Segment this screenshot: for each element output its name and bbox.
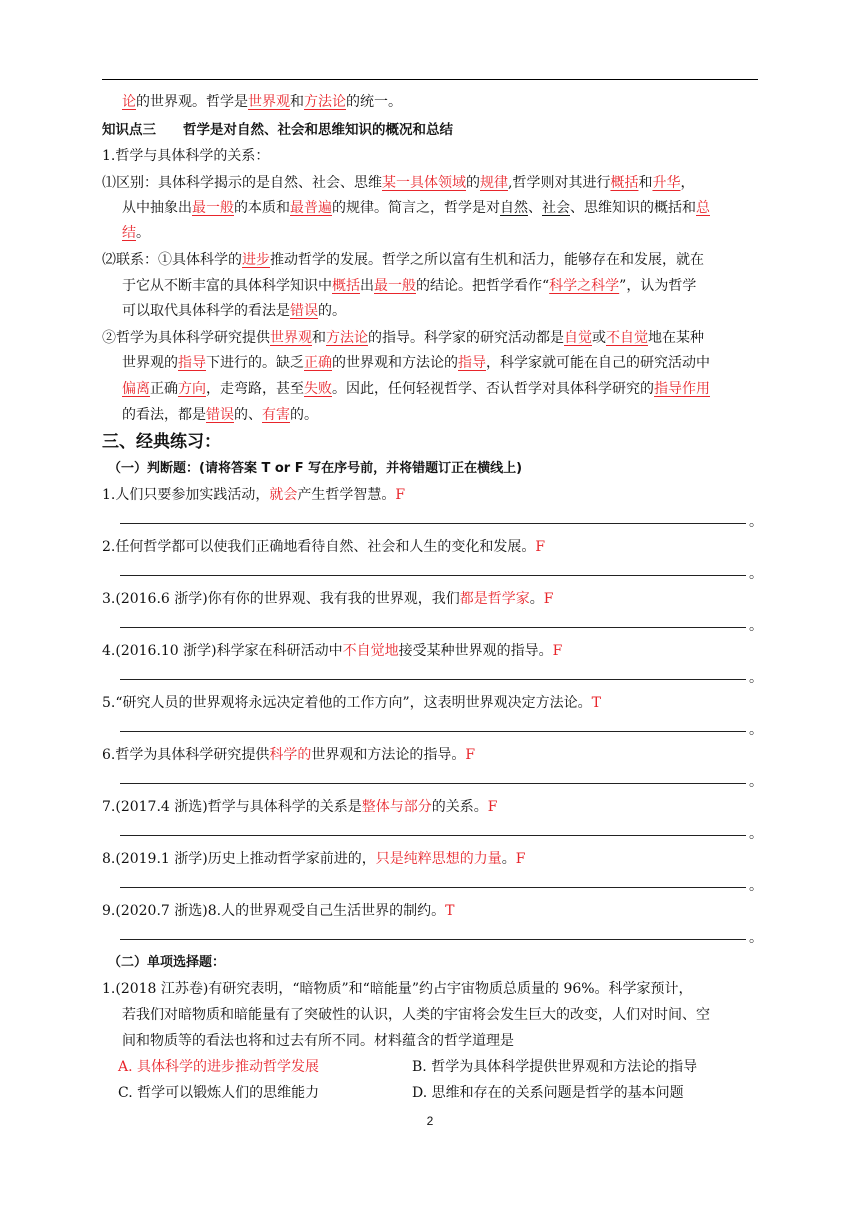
line-end-period: 。 (749, 826, 763, 842)
guidance-line-1: ②哲学为具体科学研究提供世界观和方法论的指导。科学家的研究活动都是自觉或不自觉地在某种 (102, 330, 704, 346)
judge-text: 不自觉地 (342, 643, 399, 659)
relation-title: 1.哲学与具体科学的关系： (102, 148, 270, 164)
exercises-heading: 三、经典练习： (102, 432, 221, 452)
judge-item (102, 589, 762, 609)
judge-item (102, 745, 762, 765)
judge-item (102, 485, 762, 505)
correction-line[interactable] (120, 679, 746, 680)
answer-term: 世界观 (248, 94, 290, 110)
correction-line[interactable] (120, 887, 746, 888)
judge-item (102, 901, 762, 921)
judge-text: 。 (501, 851, 516, 867)
option-c: C. 哲学可以锻炼人们的思维能力 (118, 1085, 320, 1101)
judge-item (102, 797, 762, 817)
correction-line[interactable] (120, 523, 746, 524)
correction-line[interactable] (120, 835, 746, 836)
judge-answer: T (445, 903, 455, 919)
judge-answer: F (543, 591, 554, 607)
guidance-line-2: 世界观的指导下进行的。缺乏正确的世界观和方法论的指导，科学家就可能在自己的研究活动中 (122, 355, 710, 371)
difference-line-1: ⑴区别：具体科学揭示的是自然、社会、思维某一具体领域的规律,哲学则对其进行概括和升华， (102, 175, 695, 191)
line-end-period: 。 (749, 514, 763, 530)
correction-line[interactable] (120, 783, 746, 784)
judge-text: 都是哲学家 (459, 591, 530, 607)
header-rule (102, 79, 758, 80)
judge-answer: F (552, 643, 563, 659)
connection-line-2: 于它从不断丰富的具体科学知识中概括出最一般的结论。把哲学看作“科学之科学”，认为哲学 (122, 278, 697, 294)
option-d: D. 思维和存在的关系问题是哲学的基本问题 (412, 1085, 684, 1101)
judge-text: 的关系。 (431, 799, 488, 815)
text: 的统一。 (346, 94, 402, 110)
judge-text: 就会 (269, 487, 298, 503)
judge-text: 8.(2019.1 浙学)历史上推动哲学家前进的， (102, 851, 376, 867)
page-number: 2 (426, 1114, 434, 1128)
judge-text: 5.“研究人员的世界观将永远决定着他的工作方向”，这表明世界观决定方法论。 (102, 695, 592, 711)
judge-answer: T (591, 695, 602, 711)
choice-stem-line-2: 若我们对暗物质和暗能量有了突破性的认识，人类的宇宙将会发生巨大的改变，人们对时间、空 (122, 1007, 710, 1023)
line-end-period: 。 (749, 930, 763, 946)
judge-text: 整体与部分 (361, 799, 432, 815)
judge-text: 9.(2020.7 浙选)8.人的世界观受自己生活世界的制约。 (102, 903, 446, 919)
judge-text: 1.人们只要参加实践活动， (102, 487, 270, 503)
difference-line-2: 从中抽象出最一般的本质和最普遍的规律。简言之，哲学是对自然、社会、思维知识的概括和总 (122, 200, 710, 216)
judge-answer: F (487, 799, 498, 815)
line-end-period: 。 (749, 670, 763, 686)
choice-heading: （二）单项选择题： (108, 955, 226, 970)
judge-text: 2.任何哲学都可以使我们正确地看待自然、社会和人生的变化和发展。 (102, 539, 536, 555)
line-end-period: 。 (749, 566, 763, 582)
intro-line (122, 92, 782, 112)
line-end-period: 。 (749, 618, 763, 634)
judge-answer: F (465, 747, 476, 763)
correction-line[interactable] (120, 731, 746, 732)
line-end-period: 。 (749, 774, 763, 790)
text: 和 (290, 94, 304, 110)
correction-line[interactable] (120, 939, 746, 940)
correction-line[interactable] (120, 575, 746, 576)
judge-text: 7.(2017.4 浙选)哲学与具体科学的关系是 (102, 799, 362, 815)
answer-term: 方法论 (304, 94, 346, 110)
judge-heading: （一）判断题：(请将答案 T or F 写在序号前，并将错题订正在横线上) (108, 461, 523, 476)
judge-answer: F (395, 487, 406, 503)
judge-text: 科学的 (269, 747, 312, 763)
judge-text: 世界观和方法论的指导。 (311, 747, 466, 763)
judge-text: 接受某种世界观的指导。 (398, 643, 553, 659)
line-end-period: 。 (749, 878, 763, 894)
line-end-period: 。 (749, 722, 763, 738)
judge-answer: F (515, 851, 526, 867)
judge-item (102, 849, 762, 869)
judge-answer: F (535, 539, 546, 555)
judge-text: 。 (529, 591, 544, 607)
option-a: A. 具体科学的进步推动哲学发展 (118, 1059, 320, 1075)
answer-term: 论 (122, 94, 136, 110)
connection-line-1: ⑵联系：①具体科学的进步推动哲学的发展。哲学之所以富有生机和活力，能够存在和发展，就在 (102, 252, 704, 268)
judge-text: 产生哲学智慧。 (297, 487, 396, 503)
connection-line-3: 可以取代具体科学的看法是错误的。 (122, 303, 346, 319)
correction-line[interactable] (120, 627, 746, 628)
judge-text: 6.哲学为具体科学研究提供 (102, 747, 270, 763)
guidance-line-4: 的看法，都是错误的、有害的。 (122, 407, 318, 423)
judge-item (102, 641, 762, 661)
knowledge-point-heading: 知识点三 哲学是对自然、社会和思维知识的概况和总结 (102, 122, 453, 138)
judge-text: 只是纯粹思想的力量 (375, 851, 502, 867)
guidance-line-3: 偏离正确方向，走弯路，甚至失败。因此，任何轻视哲学、否认哲学对具体科学研究的指导作用 (122, 381, 710, 397)
choice-stem-line-1: 1.(2018 江苏卷)有研究表明，“暗物质”和“暗能量”约占宇宙物质总质量的 96%。科学家预计， (102, 981, 693, 997)
judge-item (102, 693, 762, 713)
text: 的世界观。哲学是 (136, 94, 248, 110)
judge-text: 4.(2016.10 浙学)科学家在科研活动中 (102, 643, 343, 659)
choice-stem-line-3: 间和物质等的看法也将和过去有所不同。材料蕴含的哲学道理是 (122, 1033, 514, 1049)
judge-item (102, 537, 762, 557)
judge-text: 3.(2016.6 浙学)你有你的世界观、我有我的世界观，我们 (102, 591, 460, 607)
option-b: B. 哲学为具体科学提供世界观和方法论的指导 (412, 1059, 698, 1075)
difference-line-3: 结。 (122, 225, 150, 241)
